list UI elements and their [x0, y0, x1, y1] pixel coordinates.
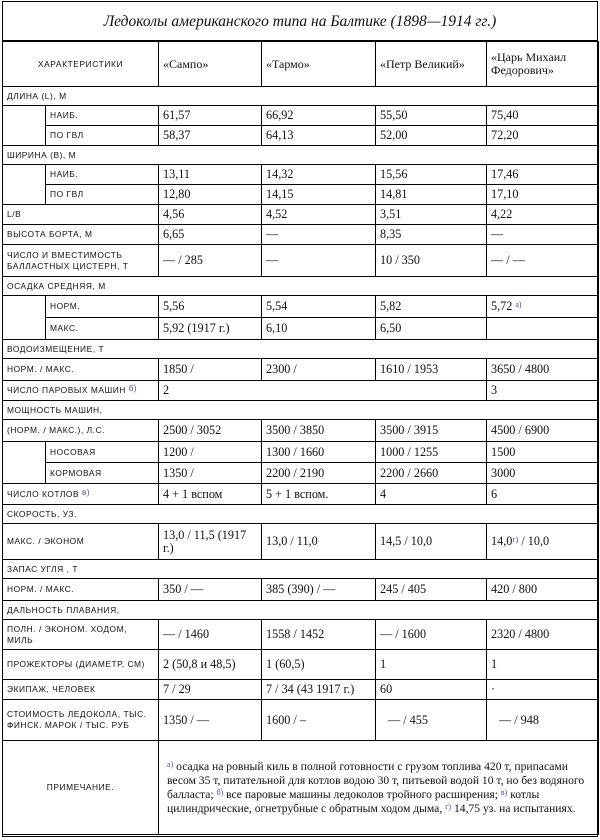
- cell-value: [262, 381, 376, 401]
- row-label-text: ЧИСЛО ПАРОВЫХ МАШИН: [7, 385, 126, 395]
- row-label: МАКС.: [46, 318, 159, 340]
- cell-value: ·: [487, 680, 599, 700]
- icebreaker-specs-table: [2, 41, 599, 835]
- row-label: НОРМ. / МАКС.: [3, 579, 159, 601]
- table-row: [3, 620, 599, 650]
- cell-value: 5,54: [262, 296, 376, 318]
- cell-value: [376, 381, 487, 401]
- cell-value: 66,92: [262, 106, 376, 126]
- table-row: [3, 700, 599, 741]
- cell-value: 4: [376, 484, 487, 505]
- section-row: [3, 87, 599, 106]
- cell-value: 3: [487, 381, 599, 401]
- section-row: [3, 560, 599, 579]
- header-ship-sampo: «Сампо»: [159, 42, 262, 87]
- cell-value: 55,50: [376, 106, 487, 126]
- footnote-mark: в): [500, 787, 508, 797]
- cell-value: 1300 / 1660: [262, 442, 376, 463]
- row-label: [3, 381, 159, 401]
- table-row: [3, 442, 599, 463]
- footnote-mark: а): [515, 300, 522, 309]
- section-row: [3, 277, 599, 296]
- cell-value: 3500 / 3850: [262, 420, 376, 442]
- cell-value: 1 (60,5): [262, 650, 376, 680]
- table-row: [3, 225, 599, 245]
- table-row: [3, 680, 599, 700]
- cell-value: —: [262, 245, 376, 277]
- table-row: [3, 463, 599, 484]
- footnote-mark: в): [82, 487, 91, 497]
- table-row: [3, 381, 599, 401]
- cell-value: 5 + 1 вспом.: [262, 484, 376, 505]
- cell-value: 60: [376, 680, 487, 700]
- cell-value: 385 (390) / —: [262, 579, 376, 601]
- header-ship-tarmo: «Тармо»: [262, 42, 376, 87]
- cell-value: 1: [487, 650, 599, 680]
- table-row: [3, 579, 599, 601]
- section-row: [3, 505, 599, 524]
- cell-value: [487, 296, 599, 318]
- note-a: осадка на ровный киль в полной готовности с грузом топлива 420 т, припасами весом 35 т, питательной для котлов водою 30 т, питьевой водой 10 т, но без водяного балласта;: [167, 759, 585, 801]
- cell-value: 3,51: [376, 205, 487, 225]
- section-width: ШИРИНА (В), М: [3, 146, 159, 165]
- cell-value: 1558 / 1452: [262, 620, 376, 650]
- row-label-text: ЧИСЛО КОТЛОВ: [7, 488, 80, 499]
- cell-value: 1200 /: [159, 442, 262, 463]
- row-label: НАИБ.: [46, 165, 159, 185]
- cell-value: 14,15: [262, 185, 376, 205]
- footnote-mark: г): [445, 801, 452, 811]
- cell-value: [487, 524, 599, 560]
- cell-value: 1500: [487, 442, 599, 463]
- section-draft: ОСАДКА СРЕДНЯЯ, М: [3, 277, 159, 296]
- table-row: [3, 165, 599, 185]
- cell-value: 1350 /: [159, 463, 262, 484]
- cell-value: 5,82: [376, 296, 487, 318]
- cell-value: 5,56: [159, 296, 262, 318]
- cell-value: 61,57: [159, 106, 262, 126]
- section-speed: СКОРОСТЬ, УЗ.: [3, 505, 159, 524]
- table-row: [3, 126, 599, 146]
- cell-value: 2500 / 3052: [159, 420, 262, 442]
- table-title: Ледоколы американского типа на Балтике (1898—1914 гг.): [3, 2, 597, 41]
- table-row: [3, 420, 599, 442]
- row-label: ПО ГВЛ: [46, 126, 159, 146]
- section-row: [3, 146, 599, 165]
- cell-value: 2200 / 2190: [262, 463, 376, 484]
- row-label: НОСОВАЯ: [46, 442, 159, 463]
- cell-value: 1: [376, 650, 487, 680]
- table-row: [3, 185, 599, 205]
- notes-text: [159, 741, 599, 835]
- cell-value: — / 455: [376, 700, 487, 741]
- cell-value: —: [487, 225, 599, 245]
- row-label: [3, 484, 159, 505]
- cell-value: 5,92 (1917 г.): [159, 318, 262, 340]
- row-label: НОРМ.: [46, 296, 159, 318]
- cell-value: 6: [487, 484, 599, 505]
- section-coal: ЗАПАС УГЛЯ , Т: [3, 560, 159, 579]
- table-row: [3, 245, 599, 277]
- cell-value: 6,65: [159, 225, 262, 245]
- cell-value: 7 / 34 (43 1917 г.): [262, 680, 376, 700]
- row-label: ПОЛН. / ЭКОНОМ. ХОДОМ, МИЛЬ: [3, 620, 159, 650]
- cell-value: 14,81: [376, 185, 487, 205]
- cell-value: [487, 318, 599, 340]
- row-label: ЧИСЛО И ВМЕСТИМОСТЬ БАЛЛАСТНЫХ ЦИСТЕРН, Т: [3, 245, 159, 277]
- row-label: НАИБ.: [46, 106, 159, 126]
- row-label: ЭКИПАЖ, ЧЕЛОВЕК: [3, 680, 159, 700]
- header-row: [3, 42, 599, 87]
- row-label: ВЫСОТА БОРТА, М: [3, 225, 159, 245]
- cell-value: 1850 /: [159, 359, 262, 381]
- cell-value: 52,00: [376, 126, 487, 146]
- cell-text: 5,72: [491, 299, 513, 313]
- table-row: [3, 650, 599, 680]
- section-row: [3, 340, 599, 359]
- row-label: СТОИМОСТЬ ЛЕДОКОЛА, ТЫС. ФИНСК. МАРОК / ТЫС. РУБ: [3, 700, 159, 741]
- cell-value: 17,46: [487, 165, 599, 185]
- cell-value: 13,0 / 11,0: [262, 524, 376, 560]
- cell-value: 8,35: [376, 225, 487, 245]
- cell-value: — / 285: [159, 245, 262, 277]
- cell-value: 4500 / 6900: [487, 420, 599, 442]
- cell-text: / 10,0: [521, 534, 550, 548]
- table-row: [3, 484, 599, 505]
- cell-value: — / —: [487, 245, 599, 277]
- cell-value: — / 948: [487, 700, 599, 741]
- row-label: КОРМОВАЯ: [46, 463, 159, 484]
- cell-text: 14,0: [491, 534, 513, 548]
- header-ship-tsar: «Царь Михаил Федорович»: [487, 42, 599, 87]
- cell-value: 1610 / 1953: [376, 359, 487, 381]
- footnote-mark: б): [216, 787, 224, 797]
- cell-value: 1000 / 1255: [376, 442, 487, 463]
- row-label: ПРОЖЕКТОРЫ (ДИАМЕТР, СМ): [3, 650, 159, 680]
- cell-value: — / 1600: [376, 620, 487, 650]
- document-page: [2, 1, 598, 837]
- section-row: [3, 601, 599, 620]
- cell-value: 72,20: [487, 126, 599, 146]
- note-d: 14,75 уз. на испытаниях.: [451, 801, 576, 815]
- cell-value: 245 / 405: [376, 579, 487, 601]
- cell-value: 15,56: [376, 165, 487, 185]
- note-b: все паровые машины ледоколов тройного расширения;: [223, 787, 501, 801]
- cell-value: 1600 / –: [262, 700, 376, 741]
- cell-value: 7 / 29: [159, 680, 262, 700]
- section-range: ДАЛЬНОСТЬ ПЛАВАНИЯ,: [3, 601, 159, 620]
- cell-value: 4,56: [159, 205, 262, 225]
- cell-value: 58,37: [159, 126, 262, 146]
- table-row: [3, 296, 599, 318]
- note-c: котлы цилиндрические, огнетрубные с обратным ходом дыма,: [167, 787, 540, 815]
- section-displacement: ВОДОИЗМЕЩЕНИЕ, Т: [3, 340, 159, 359]
- table-row: [3, 205, 599, 225]
- cell-value: 4 + 1 вспом: [159, 484, 262, 505]
- cell-value: 12,80: [159, 185, 262, 205]
- row-label: НОРМ. / МАКС.: [3, 359, 159, 381]
- cell-value: 14,5 / 10,0: [376, 524, 487, 560]
- cell-value: 17,10: [487, 185, 599, 205]
- cell-value: 13,11: [159, 165, 262, 185]
- cell-value: 4,52: [262, 205, 376, 225]
- cell-value: 2 (50,8 и 48,5): [159, 650, 262, 680]
- row-label: L/B: [3, 205, 159, 225]
- cell-value: 2: [159, 381, 262, 401]
- section-power: МОЩНОСТЬ МАШИН,: [3, 401, 159, 420]
- cell-value: 350 / —: [159, 579, 262, 601]
- cell-value: 3650 / 4800: [487, 359, 599, 381]
- cell-value: 2300 /: [262, 359, 376, 381]
- row-label: ПО ГВЛ: [46, 185, 159, 205]
- footnote-mark: г): [512, 535, 519, 544]
- cell-value: 420 / 800: [487, 579, 599, 601]
- cell-value: 3500 / 3915: [376, 420, 487, 442]
- table-row: [3, 524, 599, 560]
- cell-value: 6,50: [376, 318, 487, 340]
- cell-value: 4,22: [487, 205, 599, 225]
- cell-value: 14,32: [262, 165, 376, 185]
- cell-value: —: [262, 225, 376, 245]
- row-label: МАКС. / ЭКОНОМ: [3, 524, 159, 560]
- table-row: [3, 106, 599, 126]
- cell-value: 2200 / 2660: [376, 463, 487, 484]
- header-characteristics: ХАРАКТЕРИСТИКИ: [3, 42, 159, 87]
- section-row: [3, 401, 599, 420]
- cell-value: 3000: [487, 463, 599, 484]
- table-row: [3, 359, 599, 381]
- table-row: [3, 318, 599, 340]
- cell-value: 75,40: [487, 106, 599, 126]
- row-label: (НОРМ. / МАКС.), Л.С.: [3, 420, 159, 442]
- cell-value: 6,10: [262, 318, 376, 340]
- cell-value: 1350 / —: [159, 700, 262, 741]
- footnote-mark: б): [128, 384, 138, 393]
- footnote-mark: а): [167, 759, 174, 769]
- notes-label: ПРИМЕЧАНИЕ.: [3, 741, 159, 835]
- cell-value: 13,0 / 11,5 (1917 г.): [159, 524, 262, 560]
- cell-value: — / 1460: [159, 620, 262, 650]
- notes-row: [3, 741, 599, 835]
- section-length: ДЛИНА (L), М: [3, 87, 159, 106]
- cell-value: 10 / 350: [376, 245, 487, 277]
- cell-value: 64,13: [262, 126, 376, 146]
- cell-value: 2320 / 4800: [487, 620, 599, 650]
- header-ship-petr: «Петр Великий»: [376, 42, 487, 87]
